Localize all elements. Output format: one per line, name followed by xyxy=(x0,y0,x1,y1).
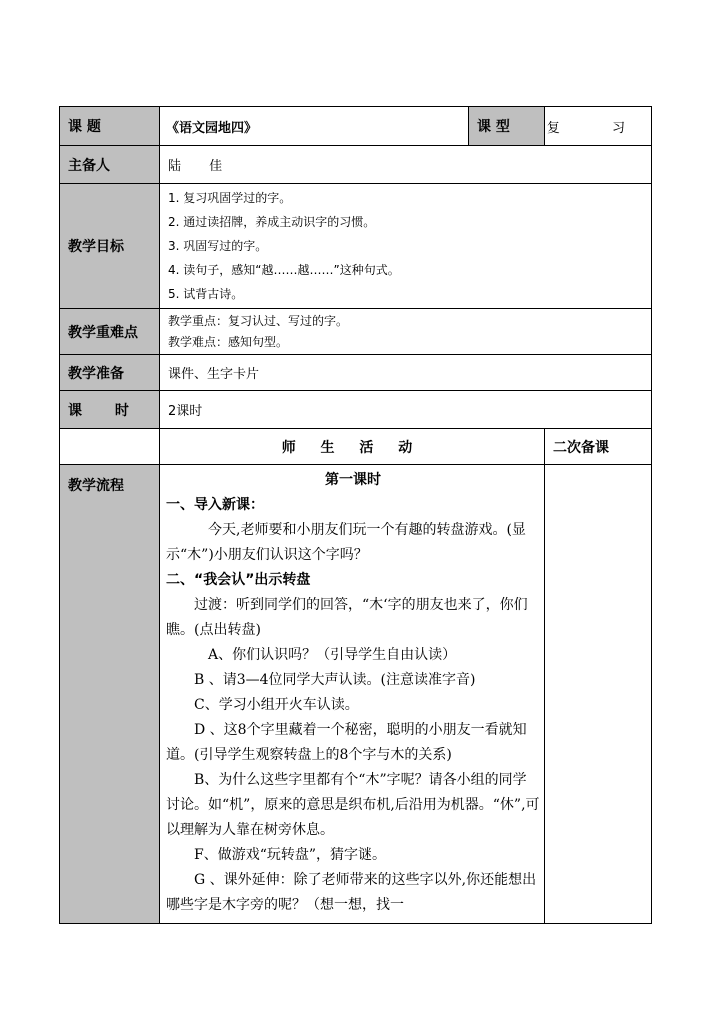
row-goals xyxy=(60,184,652,309)
second-prep-cell xyxy=(545,465,652,924)
step-item: B、为什么这些字里都有个“木”字呢？请各小组的同学讨论。如“机”，原来的意思是织布机,后沿用为机器。“休”,可以理解为人靠在树旁休息。 xyxy=(166,772,540,838)
lesson-title: 第一课时 xyxy=(325,472,381,488)
step-item: A、你们认识吗？（引导学生自由认读） xyxy=(208,647,457,663)
author-value xyxy=(160,146,652,184)
keypoints-list xyxy=(160,309,652,355)
header-empty-cell xyxy=(60,429,160,465)
row-activity-header xyxy=(60,429,652,465)
goal-item: 3. 巩固写过的字。 xyxy=(168,239,268,253)
goals-list xyxy=(160,184,652,309)
type-value: 复 习 xyxy=(545,107,652,146)
prep-value: 课件、生字卡片 xyxy=(160,355,652,391)
keypoint-item: 教学重点：复习认过、写过的字。 xyxy=(168,313,349,328)
topic-value: 《语文园地四》 xyxy=(160,107,469,146)
topic-label: 课 题 xyxy=(60,107,160,146)
goal-item: 1. 复习巩固学过的字。 xyxy=(168,191,292,205)
goal-item: 4. 读句子，感知“越……越……”这种句式。 xyxy=(168,263,400,277)
author-name: 陆 佳 xyxy=(168,159,235,174)
activity-header: 师 生 活 动 xyxy=(160,429,545,465)
row-hours xyxy=(60,391,652,429)
section-heading: 一、导入新课： xyxy=(166,497,264,513)
lesson-plan-table xyxy=(59,106,652,924)
paragraph: 今天,老师要和小朋友们玩一个有趣的转盘游戏。(显示“木”)小朋友们认识这个字吗？ xyxy=(166,522,526,563)
second-prep-header: 二次备课 xyxy=(545,429,652,465)
hours-value: 2课时 xyxy=(160,391,652,429)
row-author xyxy=(60,146,652,184)
row-prep xyxy=(60,355,652,391)
row-topic xyxy=(60,107,652,146)
section-heading: 二、“我会认”出示转盘 xyxy=(166,572,311,588)
row-keypoints xyxy=(60,309,652,355)
step-item: C、学习小组开火车认读。 xyxy=(194,697,359,713)
prep-label: 教学准备 xyxy=(60,355,160,391)
flow-content xyxy=(160,465,545,924)
step-item: G 、课外延伸：除了老师带来的这些字以外,你还能想出哪些字是木字旁的呢？（想一想，找一 xyxy=(166,872,537,913)
keypoint-item: 教学难点：感知句型。 xyxy=(168,334,289,349)
row-flow xyxy=(60,465,652,924)
keypoints-label: 教学重难点 xyxy=(60,309,160,355)
step-item: D 、这8个字里藏着一个秘密，聪明的小朋友一看就知道。(引导学生观察转盘上的8个字与木的关系) xyxy=(166,722,527,763)
goal-item: 5. 试背古诗。 xyxy=(168,287,244,301)
goal-item: 2. 通过读招牌，养成主动识字的习惯。 xyxy=(168,215,376,229)
goals-label: 教学目标 xyxy=(60,184,160,309)
step-item: B 、请3—4位同学大声认读。(注意读准字音) xyxy=(194,672,476,688)
hours-label: 课 时 xyxy=(60,391,160,429)
type-label: 课 型 xyxy=(469,107,545,146)
flow-label: 教学流程 xyxy=(60,465,160,924)
paragraph: 过渡：听到同学们的回答，“木‘字的朋友也来了，你们瞧。(点出转盘) xyxy=(166,597,528,638)
author-label: 主备人 xyxy=(60,146,160,184)
step-item: F、做游戏“玩转盘”，猜字谜。 xyxy=(194,847,387,863)
